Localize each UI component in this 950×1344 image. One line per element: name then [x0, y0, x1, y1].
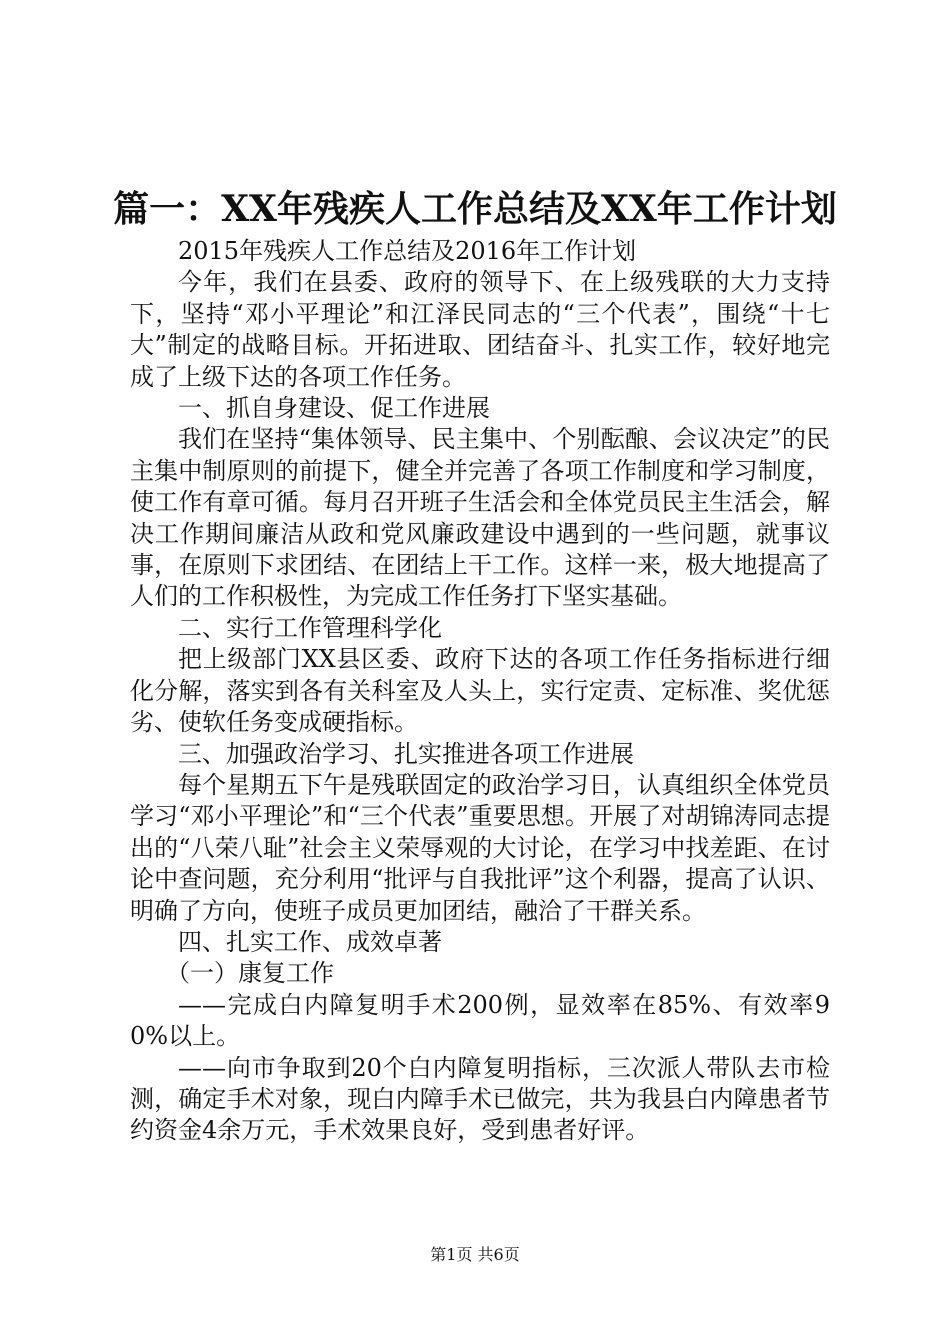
section-heading-2: 二、实行工作管理科学化: [178, 613, 442, 642]
rehab-item-2: ——向市争取到20个白内障复明指标，三次派人带队去市检测，确定手术对象，现白内障手术已做完，共为我县白内障患者节约资金4余万元，手术效果良好，受到患者好评。: [130, 1053, 830, 1145]
section-1-paragraph: 我们在坚持“集体领导、民主集中、个别酝酿、会议决定”的民主集中制原则的前提下，健全并完善了各项工作制度和学习制度，使工作有章可循。每月召开班子生活会和全体党员民主生活会，解决工作期间廉洁从政和党风廉政建设中遇到的一些问题，就事议事，在原则下求团结、在团结上干工作。这样一来，极大地提高了人们的工作积极性，为完成工作任务打下坚实基础。: [130, 425, 830, 611]
section-heading-1: 一、抓自身建设、促工作进展: [178, 394, 490, 423]
document-body: [130, 236, 830, 1147]
subsection-heading-rehab: （一）康复工作: [166, 959, 334, 988]
section-heading-4: 四、扎实工作、成效卓著: [178, 927, 442, 956]
rehab-item-1: ——完成白内障复明手术200例，显效率在85%、有效率90%以上。: [130, 990, 830, 1051]
section-3-paragraph: 每个星期五下午是残联固定的政治学习日，认真组织全体党员学习“邓小平理论”和“三个代表”重要思想。开展了对胡锦涛同志提出的“八荣八耻”社会主义荣辱观的大讨论，在学习中找差距、在讨论中查问题，充分利用“批评与自我批评”这个利器，提高了认识、明确了方向，使班子成员更加团结，融洽了干群关系。: [130, 770, 830, 925]
intro-paragraph: 今年，我们在县委、政府的领导下、在上级残联的大力支持下，坚持“邓小平理论”和江泽民同志的“三个代表”，围绕“十七大”制定的战略目标。开拓进取、团结奋斗、扎实工作，较好地完成了上级下达的各项工作任务。: [130, 268, 830, 391]
page-footer: 第1页 共6页: [430, 1245, 520, 1264]
section-heading-3: 三、加强政治学习、扎实推进各项工作进展: [178, 739, 634, 768]
section-2-paragraph: 把上级部门XX县区委、政府下达的各项工作任务指标进行细化分解，落实到各有关科室及人头上，实行定责、定标准、奖优惩劣、使软任务变成硬指标。: [130, 645, 830, 737]
document-title: 篇一：XX年残疾人工作总结及XX年工作计划: [113, 188, 837, 230]
subtitle-paragraph: 2015年残疾人工作总结及2016年工作计划: [178, 237, 637, 265]
